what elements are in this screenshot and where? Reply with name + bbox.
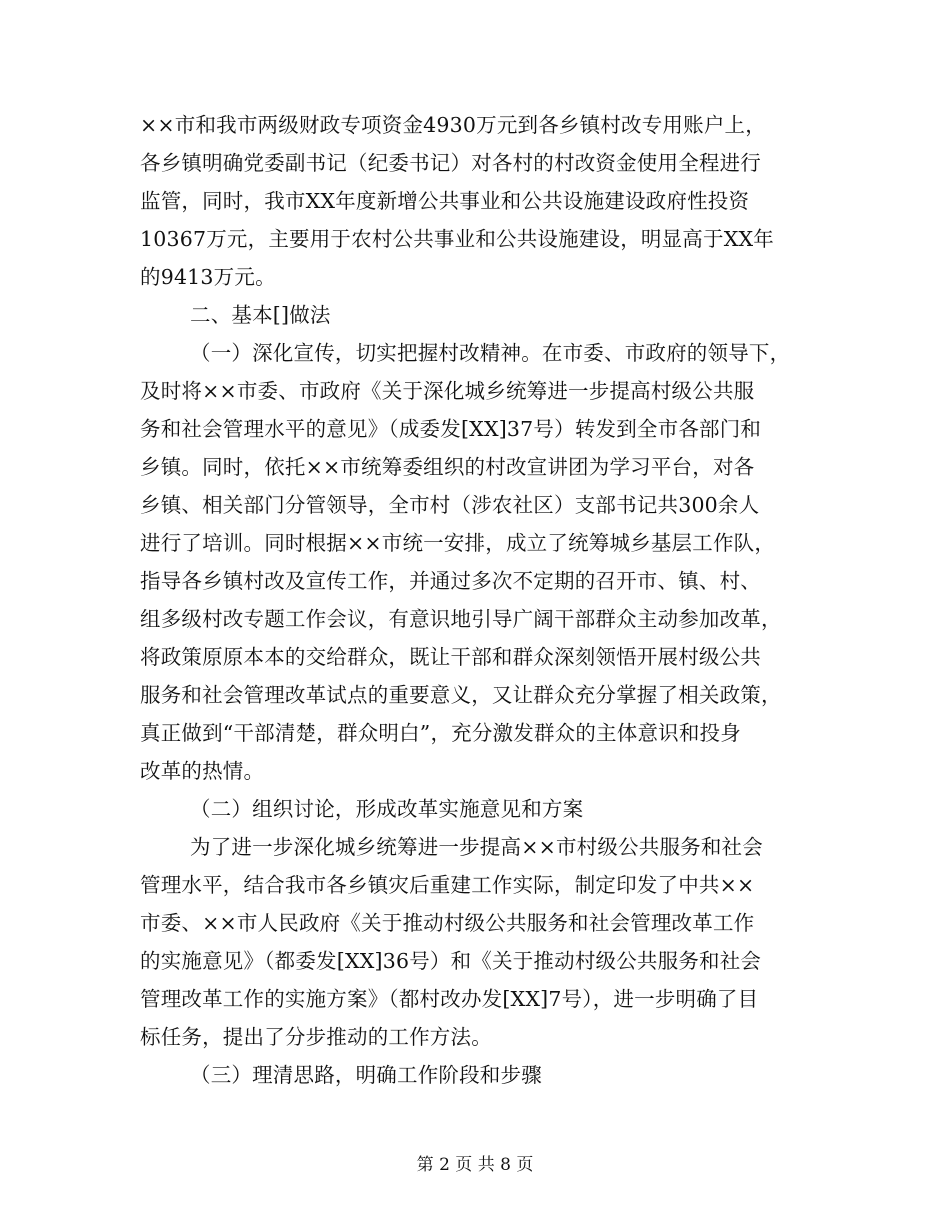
body-line: 10367万元，主要用于农村公共事业和公共设施建设，明显高于XX年: [140, 227, 775, 251]
body-line: 指导各乡镇村改及宣传工作，并通过多次不定期的召开市、镇、村、: [140, 569, 761, 593]
section-heading: 二、基本[]做法: [190, 303, 331, 327]
body-line: 及时将××市委、市政府《关于深化城乡统筹进一步提高村级公共服: [140, 379, 755, 403]
subsection-heading: （三）理清思路，明确工作阶段和步骤: [190, 1063, 542, 1087]
body-line: 务和社会管理水平的意见》（成委发[XX]37号）转发到全市各部门和: [140, 417, 762, 441]
body-line: 真正做到“干部清楚，群众明白”，充分激发群众的主体意识和投身: [140, 721, 741, 745]
page-footer: 第 2 页 共 8 页: [416, 1155, 534, 1175]
body-line: 管理水平，结合我市各乡镇灾后重建工作实际，制定印发了中共××: [140, 873, 755, 897]
body-line: 乡镇。同时，依托××市统筹委组织的村改宣讲团为学习平台，对各: [140, 455, 755, 479]
body-line: 改革的热情。: [140, 759, 265, 783]
subsection-heading: （二）组织讨论，形成改革实施意见和方案: [190, 797, 584, 821]
body-line: 乡镇、相关部门分管领导，全市村（涉农社区）支部书记共300余人: [140, 493, 760, 517]
subsection-heading: （一）深化宣传，切实把握村改精神。在市委、市政府的领导下，: [190, 341, 791, 365]
body-line: 各乡镇明确党委副书记（纪委书记）对各村的村改资金使用全程进行: [140, 151, 761, 175]
body-line: ××市和我市两级财政专项资金4930万元到各乡镇村改专用账户上，: [140, 113, 766, 137]
body-line: 为了进一步深化城乡统筹进一步提高××市村级公共服务和社会: [190, 835, 763, 859]
body-line: 将政策原原本本的交给群众，既让干部和群众深刻领悟开展村级公共: [140, 645, 761, 669]
body-line: 监管，同时，我市XX年度新增公共事业和公共设施建设政府性投资: [140, 189, 750, 213]
body-line: 的实施意见》（都委发[XX]36号）和《关于推动村级公共服务和社会: [140, 949, 762, 973]
body-line: 标任务，提出了分步推动的工作方法。: [140, 1025, 492, 1049]
body-line: 服务和社会管理改革试点的重要意义，又让群众充分掌握了相关政策，: [140, 683, 782, 707]
body-line: 组多级村改专题工作会议，有意识地引导广阔干部群众主动参加改革，: [140, 607, 782, 631]
body-line: 进行了培训。同时根据××市统一安排，成立了统筹城乡基层工作队，: [140, 531, 776, 555]
body-line: 市委、××市人民政府《关于推动村级公共服务和社会管理改革工作: [140, 911, 755, 935]
body-line: 的9413万元。: [140, 265, 276, 289]
body-line: 管理改革工作的实施方案》（都村改办发[XX]7号），进一步明确了目: [140, 987, 759, 1011]
